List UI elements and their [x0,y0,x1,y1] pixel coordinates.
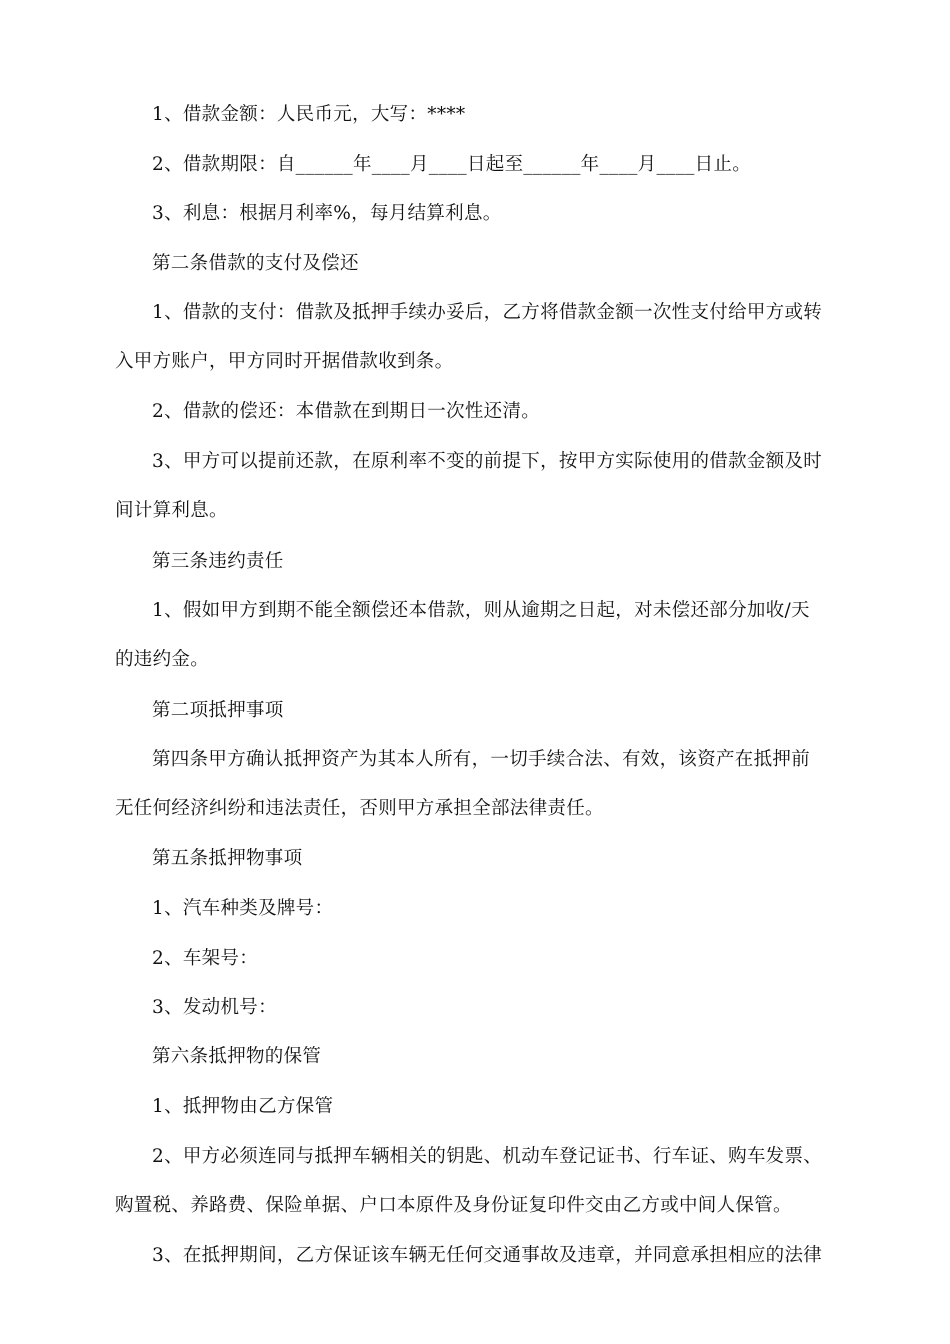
article-4 [115,735,837,833]
clause-breach [115,586,837,684]
clause-loan-amount [115,90,837,139]
clause-early-repayment [115,437,837,535]
text-line: 的违约金。 [115,649,210,670]
text-line: 1、借款金额：人民币元，大写：**** [152,104,466,125]
clause-documents [115,1132,837,1230]
text-line: 3、利息：根据月利率%，每月结算利息。 [152,203,502,224]
text-line: 2、车架号： [152,948,259,969]
article-6-heading [115,1032,837,1081]
clause-loan-payment [115,288,837,386]
section-2-heading [115,686,837,735]
article-3-heading [115,537,837,586]
text-line: 第三条违约责任 [152,551,284,572]
clause-custody [115,1082,837,1131]
text-line: 2、借款期限：自______年____月____日起至______年____月____日止。 [152,154,752,175]
text-line: 1、抵押物由乙方保管 [152,1096,334,1117]
text-line: 入甲方账户，甲方同时开据借款收到条。 [115,351,454,372]
text-line: 3、在抵押期间，乙方保证该车辆无任何交通事故及违章，并同意承担相应的法律 [152,1245,823,1266]
text-line: 间计算利息。 [115,500,228,521]
article-5-heading [115,834,837,883]
text-line: 第二条借款的支付及偿还 [152,253,359,274]
text-line: 第六条抵押物的保管 [152,1046,322,1067]
text-line: 2、借款的偿还：本借款在到期日一次性还清。 [152,401,541,422]
clause-loan-repayment [115,387,837,436]
article-2-heading [115,239,837,288]
clause-engine-number [115,983,837,1032]
clause-frame-number [115,934,837,983]
text-line: 1、汽车种类及牌号： [152,898,334,919]
clause-vehicle-type [115,884,837,933]
text-line: 1、借款的支付：借款及抵押手续办妥后，乙方将借款金额一次性支付给甲方或转 [152,302,823,323]
text-line: 第四条甲方确认抵押资产为其本人所有，一切手续合法、有效，该资产在抵押前 [152,749,811,770]
text-line: 无任何经济纠纷和违法责任，否则甲方承担全部法律责任。 [115,798,604,819]
clause-loan-term [115,140,837,189]
clause-guarantee [115,1231,837,1280]
text-line: 2、甲方必须连同与抵押车辆相关的钥匙、机动车登记证书、行车证、购车发票、 [152,1146,823,1167]
text-line: 3、发动机号： [152,997,277,1018]
text-line: 购置税、养路费、保险单据、户口本原件及身份证复印件交由乙方或中间人保管。 [115,1195,792,1216]
text-line: 1、假如甲方到期不能全额偿还本借款，则从逾期之日起，对未偿还部分加收/天 [152,600,810,621]
text-line: 第五条抵押物事项 [152,848,303,869]
text-line: 第二项抵押事项 [152,700,284,721]
text-line: 3、甲方可以提前还款，在原利率不变的前提下，按甲方实际使用的借款金额及时 [152,451,823,472]
clause-interest [115,189,837,238]
